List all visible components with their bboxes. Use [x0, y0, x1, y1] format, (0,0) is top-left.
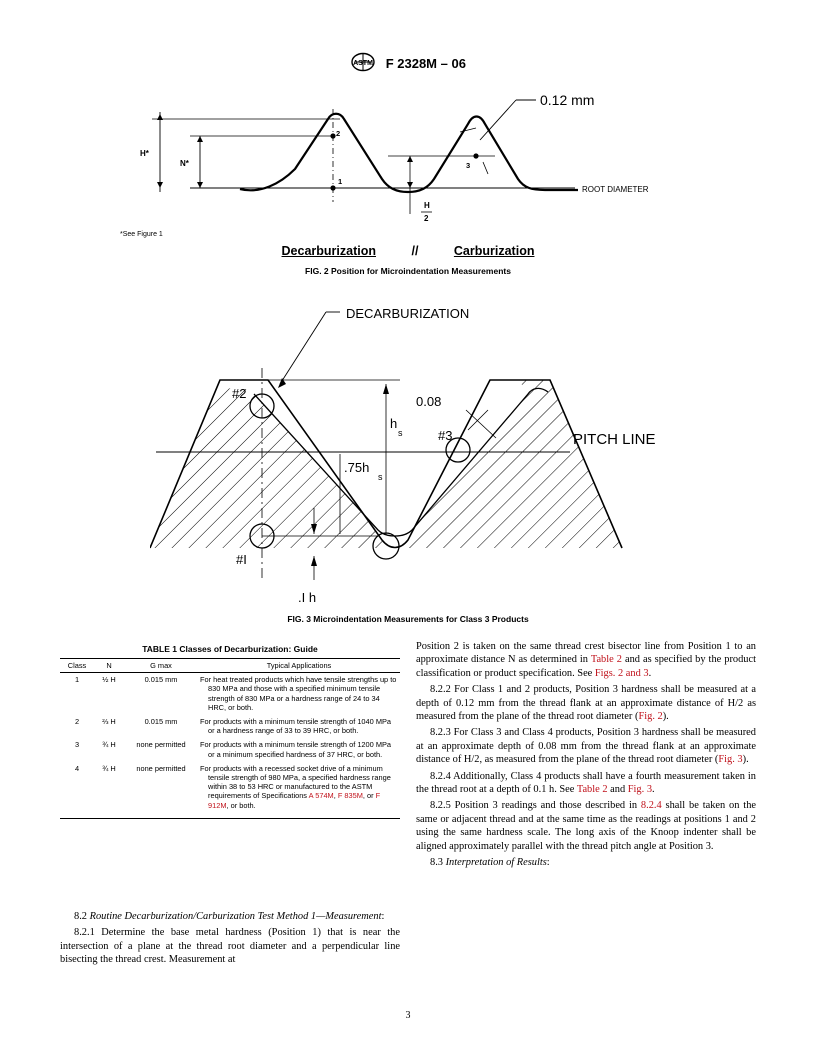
link-fig-3b[interactable]: Fig. 3 [627, 784, 653, 796]
figure-3-caption: FIG. 3 Microindentation Measurements for Class 3 Products [287, 614, 529, 624]
label-decarburization: DECARBURIZATION [346, 306, 470, 321]
figure-3-diagram [150, 298, 680, 608]
svg-text:3: 3 [466, 161, 471, 170]
right-column [416, 640, 756, 870]
svg-text:H*: H* [140, 149, 149, 158]
link-fig-2[interactable]: Fig. 2 [638, 711, 663, 723]
label-01h: .I h [298, 590, 317, 605]
para-8-2-5: 8.2.5 Position 3 readings and those described in 8.2.4 shall be taken on the same or adjacent thread and at the same time as the readings at positions 1 and 2 using the same hardness scale. The long axis of the Knoop indenter shall be aligned approximately parallel with the thread pitch angle at Position 3. [416, 800, 756, 852]
svg-text:#I: #I [236, 552, 247, 567]
table-row: 4 ¾ H none permitted For products with a recessed socket drive of a minimum tensile strength of 980 MPa, a specified hardness range within 38 to 53 HRC or manufactured to the ASTM requirements of Specifications A 574M, F 835M, or F 912M, or both. [60, 762, 400, 819]
link-table-2b[interactable]: Table 2 [576, 784, 608, 796]
para-8-2-1: 8.2.1 Determine the base metal hardness (Position 1) that is near the intersection of a plane at the thread root diameter and a perpendicular line bisecting the thread crest. Measurement at [60, 927, 400, 966]
left-column [60, 910, 400, 967]
svg-text:N*: N* [180, 159, 189, 168]
label-root-diameter: ROOT DIAMETER [582, 185, 649, 194]
link-a574m[interactable]: A 574M [308, 791, 334, 801]
label-pitch-line: PITCH LINE [573, 431, 656, 448]
link-figs-2-3[interactable]: Figs. 2 and 3 [594, 667, 649, 679]
table-row: 3 ¾ H none permitted For products with a minimum tensile strength of 1200 MPa or a minimum specified hardness of 37 HRC, or both. [74, 740, 392, 759]
figure-2-diagram [120, 84, 680, 244]
page-number: 3 [405, 1010, 411, 1021]
para-8-2-4: 8.2.4 Additionally, Class 4 products shall have a fourth measurement taken in the thread root at a depth of 0.1 h. See Table 2 and Fig. 3. [416, 770, 756, 796]
astm-logo-lettering: ASTM [353, 60, 373, 67]
svg-text:h: h [390, 416, 398, 431]
svg-text:s: s [398, 428, 403, 438]
decarb-carb-title: Decarburization // Carburization [281, 244, 535, 258]
table-1 [60, 658, 400, 819]
figure-2-caption: FIG. 2 Position for Microindentation Measurements [305, 266, 511, 276]
para-8-3: 8.3 Interpretation of Results: [430, 857, 550, 869]
link-fig-3[interactable]: Fig. 3 [718, 754, 743, 766]
svg-text:1: 1 [338, 177, 343, 186]
svg-text:.75h: .75h [344, 460, 370, 475]
table-1-title: TABLE 1 Classes of Decarburization: Guide [142, 644, 318, 654]
link-f912m[interactable]: F 912M [208, 791, 381, 810]
svg-text:#2: #2 [232, 386, 247, 401]
link-f835m[interactable]: F 835M [337, 791, 363, 801]
table-row: 1 ½ H 0.015 mm For heat treated products which have tensile strengths up to 830 MPa and those with a specified minimum tensile strength of 830 MPa or a hardness range of 24 to 34 HRC, or both. [74, 675, 397, 712]
astm-logo [350, 52, 376, 75]
svg-text:s: s [378, 472, 383, 482]
para-8-2-2: 8.2.2 For Class 1 and 2 products, Position 3 hardness shall be measured at a depth of 0.12 mm from the thread flank at an approximate distance of H/2 as measured from the plane of the thread root diameter (Fig. 2). [416, 684, 756, 723]
svg-text:#3: #3 [438, 428, 453, 443]
svg-text:2: 2 [336, 129, 341, 138]
para-8-2: 8.2 Routine Decarburization/Carburization Test Method 1—Measurement: [74, 911, 385, 922]
para-8-2-3: 8.2.3 For Class 3 and Class 4 products, Position 3 hardness shall be measured at an approximate depth of 0.08 mm from the thread flank at an approximate distance of H/2, as measured from the plane of the thread root diameter (Fig. 3). [416, 727, 756, 766]
thread-profile [240, 114, 578, 192]
para-continued: Position 2 is taken on the same thread crest bisector line from Position 1 to an approximate distance N as determined in Table 2 and as specified by the product classification or product specification. See Figs. 2 and 3. [416, 641, 757, 679]
table-row: 2 ⅔ H 0.015 mm For products with a minimum tensile strength of 1040 MPa or a hardness range of 33 to 39 HRC, or both. [74, 717, 392, 736]
label-008: 0.08 [416, 394, 442, 409]
svg-text:H: H [424, 201, 430, 210]
page-header [0, 52, 816, 75]
svg-text:2: 2 [424, 214, 429, 223]
link-8-2-4[interactable]: 8.2.4 [640, 800, 662, 812]
table-header-row: Class N G max Typical Applications [60, 659, 400, 673]
label-012mm: 0.12 mm [540, 92, 595, 108]
figure-footnote: *See Figure 1 [120, 231, 163, 238]
link-table-2[interactable]: Table 2 [590, 654, 622, 666]
standard-designation: F 2328M – 06 [385, 56, 466, 71]
